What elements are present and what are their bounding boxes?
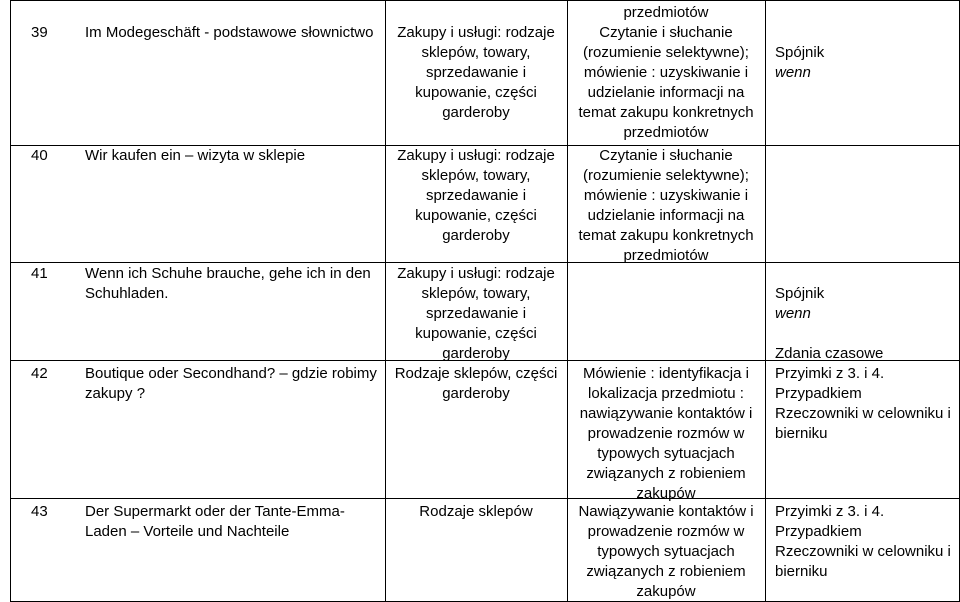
table-border-top (10, 0, 960, 1)
skills-cell: Mówienie : identyfikacja i lokalizacja przedmiotu : nawiązywanie kontaktów i prowadzenie rozmów w typowych sytuacjach związanych z robieniem zakupów (579, 365, 753, 502)
grammar-topic: Zdania czasowe (775, 345, 884, 362)
column-divider (10, 0, 11, 602)
column-divider (567, 0, 568, 602)
column-divider (385, 0, 386, 602)
grammar-keyword: wenn (775, 305, 811, 322)
grammar-cell: Przyimki z 3. i 4. Przypadkiem Rzeczowniki w celowniku i bierniku (775, 365, 951, 442)
row-divider (10, 262, 960, 263)
grammar-keyword: wenn (775, 64, 811, 81)
skills-cell-continued: przedmiotów (623, 4, 709, 21)
vocabulary-cell: Zakupy i usługi: rodzaje sklepów, towary, sprzedawanie i kupowanie, części garderoby (397, 147, 555, 244)
column-divider (765, 0, 766, 602)
grammar-cell (775, 23, 955, 83)
vocabulary-cell: Zakupy i usługi: rodzaje sklepów, towary, sprzedawanie i kupowanie, części garderoby (397, 265, 555, 362)
lesson-number: 42 (31, 365, 48, 382)
skills-cell: Nawiązywanie kontaktów i prowadzenie rozmów w typowych sytuacjach związanych z robieniem zakupów (578, 503, 754, 600)
skills-cell: Czytanie i słuchanie (rozumienie selektywne); mówienie : uzyskiwanie i udzielanie informacji na temat zakupu konkretnych przedmiotów (578, 147, 754, 264)
vocabulary-cell: Rodzaje sklepów, części garderoby (394, 365, 558, 402)
lesson-number: 43 (31, 503, 48, 520)
grammar-cell: Przyimki z 3. i 4. Przypadkiem Rzeczowniki w celowniku i bierniku (775, 503, 951, 580)
grammar-label: Spójnik (775, 44, 825, 61)
lesson-topic: Wenn ich Schuhe brauche, gehe ich in den Schuhladen. (85, 265, 371, 302)
lesson-number: 40 (31, 147, 48, 164)
lesson-number: 41 (31, 265, 48, 282)
skills-cell: Czytanie i słuchanie (rozumienie selektywne); mówienie : uzyskiwanie i udzielanie informacji na temat zakupu konkretnych przedmiotów (578, 24, 754, 141)
vocabulary-cell: Zakupy i usługi: rodzaje sklepów, towary, sprzedawanie i kupowanie, części garderoby (397, 24, 555, 121)
grammar-label: Spójnik (775, 285, 825, 302)
row-divider (10, 498, 960, 499)
lesson-topic: Boutique oder Secondhand? – gdzie robimy zakupy ? (85, 365, 377, 402)
vocabulary-cell: Rodzaje sklepów (419, 503, 533, 520)
grammar-cell (775, 264, 955, 364)
lesson-topic: Wir kaufen ein – wizyta w sklepie (85, 147, 306, 164)
lesson-topic: Im Modegeschäft - podstawowe słownictwo (85, 24, 374, 41)
lesson-number: 39 (31, 24, 48, 41)
lesson-topic: Der Supermarkt oder der Tante-Emma- Laden – Vorteile und Nachteile (85, 503, 345, 540)
